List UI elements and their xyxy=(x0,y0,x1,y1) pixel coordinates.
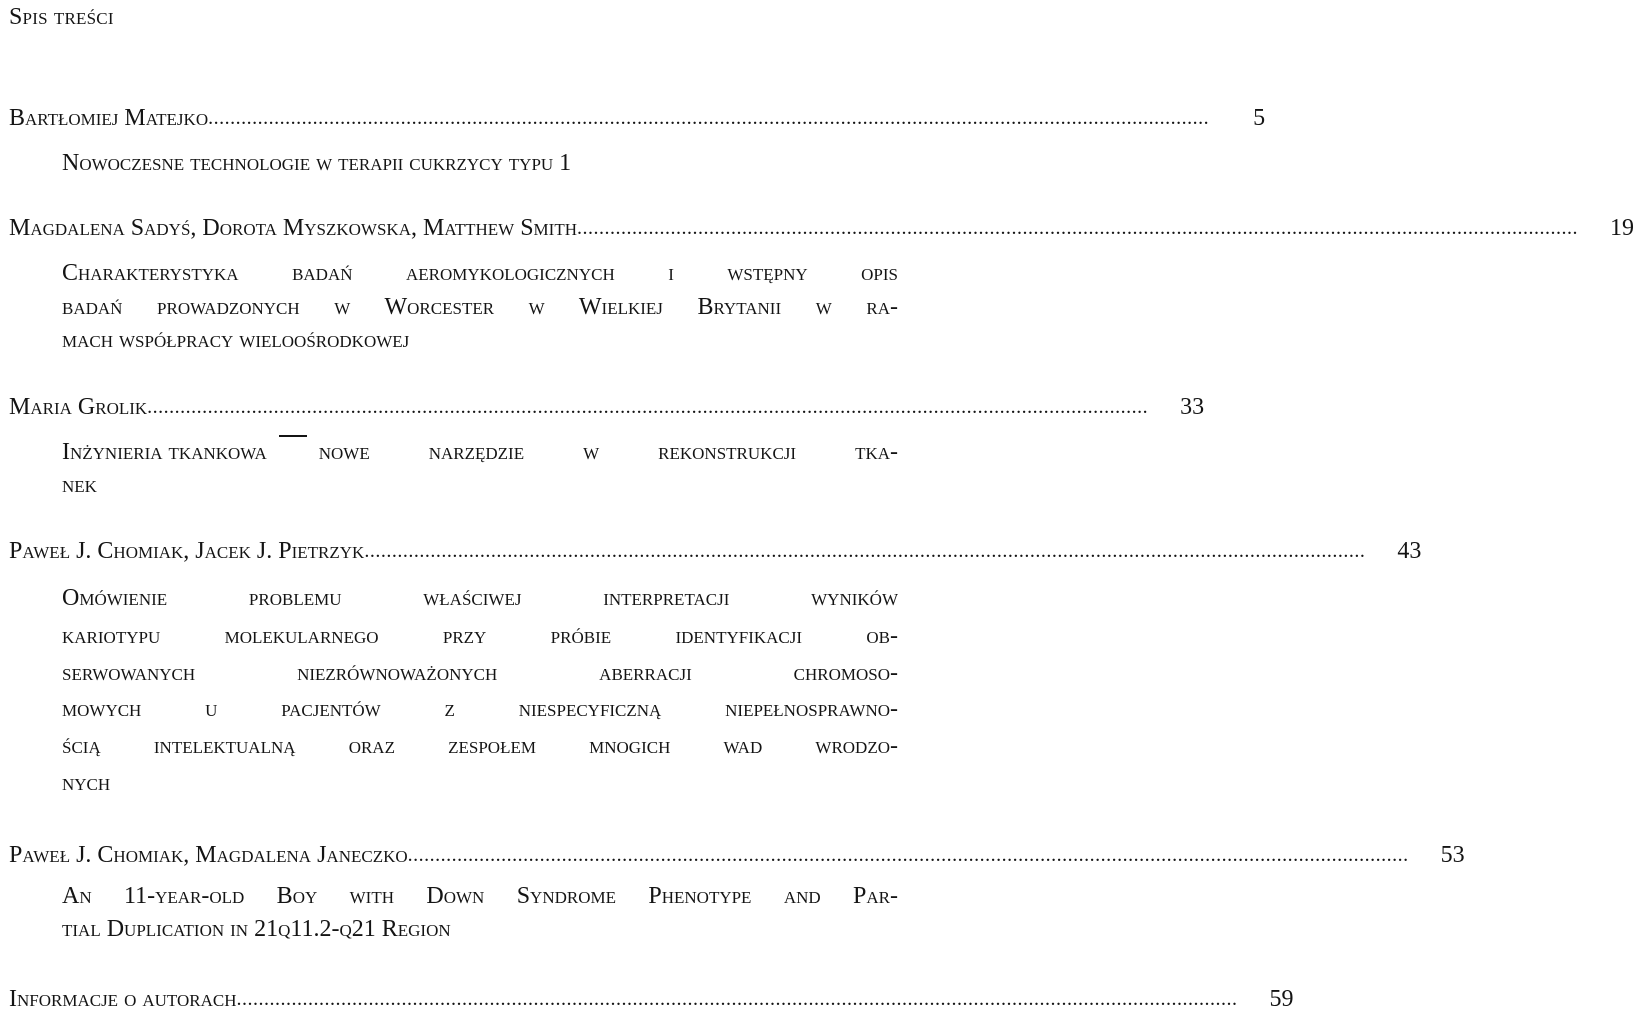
em-dash xyxy=(279,435,307,437)
dot-leader: ...................................................................................................................................................................................... xyxy=(208,107,1210,129)
toc-entry-title: mowych u pacjentów z niespecyficzną niepełnosprawno- xyxy=(62,696,898,722)
toc-entry-title: nych xyxy=(62,770,111,796)
toc-entry-4[interactable] xyxy=(9,534,1422,568)
toc-entry-title: Charakterystyka badań aeromykologicznych i wstępny opis xyxy=(62,260,898,286)
toc-page-number: 53 xyxy=(1440,842,1465,868)
toc-entry-authors: Paweł J. Chomiak, Magdalena Janeczko xyxy=(9,842,408,868)
toc-entry-title: ścią intelektualną oraz zespołem mnogich wad wrodzo- xyxy=(62,733,898,759)
toc-page-number: 59 xyxy=(1269,986,1294,1012)
toc-page-number: 19 xyxy=(1609,215,1634,241)
dot-leader: ...................................................................................................................................................................................... xyxy=(236,988,1238,1010)
toc-entry-authors: Maria Grolik xyxy=(9,394,148,420)
toc-entry-3[interactable] xyxy=(9,390,1205,424)
dot-leader: ...................................................................................................................................................................................... xyxy=(407,844,1409,866)
dot-leader: ...................................................................................................................................................................................... xyxy=(364,540,1366,562)
toc-entry-title: badań prowadzonych w Worcester w Wielkiej Brytanii w ra- xyxy=(62,294,898,320)
toc-entry-authors: Informacje o autorach xyxy=(9,986,237,1012)
toc-entry-title-part: nowe narzędzie w rekonstrukcji tka- xyxy=(318,439,898,465)
toc-entry-title xyxy=(62,435,898,469)
toc-entry-title-part: Inżynieria tkankowa xyxy=(62,439,267,465)
toc-entry-title: An 11-year-old Boy with Down Syndrome Phenotype and Par- xyxy=(62,883,898,909)
toc-entry-title: mach współpracy wieloośrodkowej xyxy=(62,327,410,353)
toc-entry-title: kariotypu molekularnego przy próbie identyfikacji ob- xyxy=(62,623,898,649)
toc-entry-1[interactable] xyxy=(9,101,1266,135)
page-title: Spis treści xyxy=(9,4,114,30)
toc-entry-authors: Paweł J. Chomiak, Jacek J. Pietrzyk xyxy=(9,538,365,564)
toc-entry-authors: Magdalena Sadyś, Dorota Myszkowska, Matthew Smith xyxy=(9,215,577,241)
toc-entry-title: serwowanych niezrównoważonych aberracji chromoso- xyxy=(62,660,898,686)
toc-entry-2[interactable] xyxy=(9,211,1634,245)
toc-entry-title: Omówienie problemu właściwej interpretacji wyników xyxy=(62,585,898,611)
toc-page-number: 33 xyxy=(1180,394,1205,420)
toc-page-number: 43 xyxy=(1397,538,1422,564)
toc-entry-6[interactable] xyxy=(9,982,1294,1016)
toc-page-number: 5 xyxy=(1253,105,1266,131)
toc-entry-authors: Bartłomiej Matejko xyxy=(9,105,209,131)
toc-entry-title: Nowoczesne technologie w terapii cukrzycy typu 1 xyxy=(62,150,572,176)
dot-leader: ...................................................................................................................................................................................... xyxy=(576,217,1578,239)
toc-entry-5[interactable] xyxy=(9,838,1465,872)
dot-leader: ...................................................................................................................................................................................... xyxy=(147,396,1149,418)
toc-entry-title: tial Duplication in 21q11.2-q21 Region xyxy=(62,916,451,942)
toc-entry-title: nek xyxy=(62,472,97,498)
